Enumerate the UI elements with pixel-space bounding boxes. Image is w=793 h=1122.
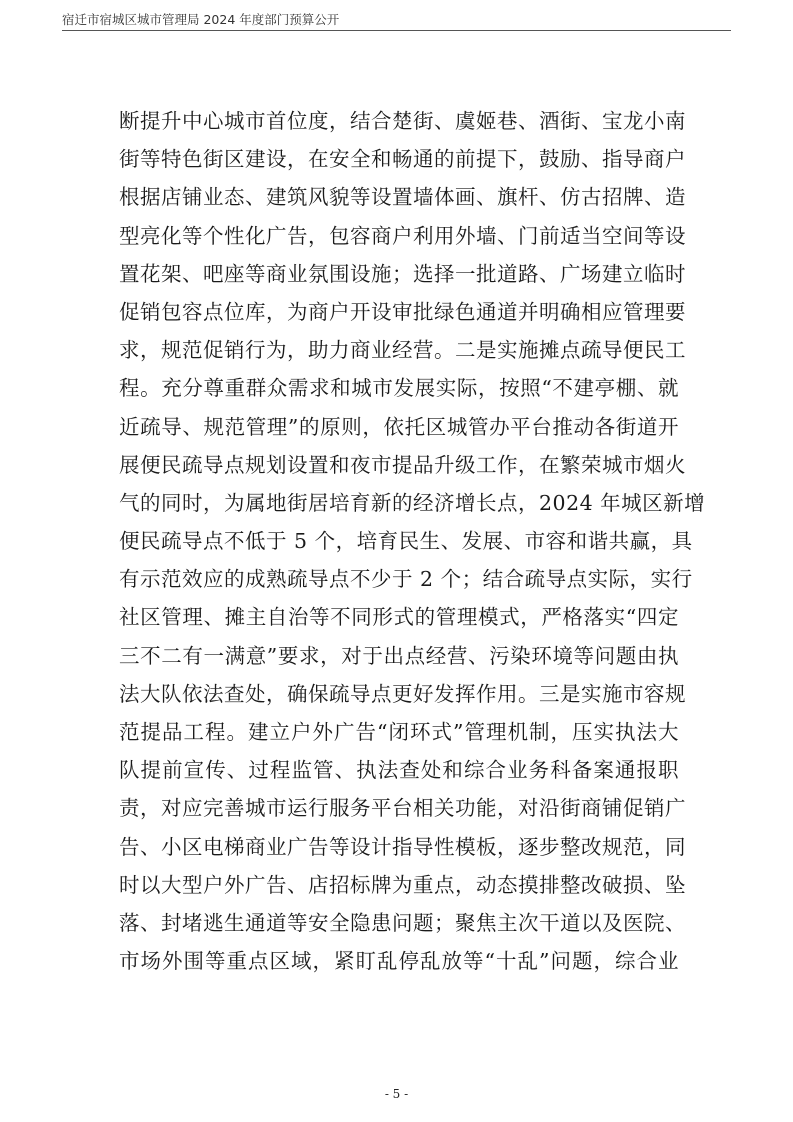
body-line: 气的同时，为属地街居培育新的经济增长点，2024 年城区新增 — [119, 490, 706, 515]
body-line: 求，规范促销行为，助力商业经营。二是实施摊点疏导便民工 — [119, 338, 686, 363]
body-line: 社区管理、摊主自治等不同形式的管理模式，严格落实“四定 — [119, 605, 679, 630]
body-line: 型亮化等个性化广告，包容商户利用外墙、门前适当空间等设 — [119, 223, 686, 248]
body-line: 断提升中心城市首位度，结合楚街、虞姬巷、酒街、宝龙小南 — [119, 109, 686, 133]
body-line: 告、小区电梯商业广告等设计指导性模板，逐步整改规范，同 — [119, 834, 686, 859]
body-line: 展便民疏导点规划设置和夜市提品升级工作，在繁荣城市烟火 — [119, 452, 686, 477]
body-line: 程。充分尊重群众需求和城市发展实际，按照“不建亭棚、就 — [119, 376, 679, 401]
body-line: 街等特色街区建设，在安全和畅通的前提下，鼓励、指导商户 — [119, 147, 686, 172]
page-number: - 5 - — [384, 1087, 409, 1101]
page-header — [62, 8, 731, 31]
body-line: 根据店铺业态、建筑风貌等设置墙体画、旗杆、仿古招牌、造 — [119, 185, 686, 210]
body-line: 便民疏导点不低于 5 个，培育民生、发展、市容和谐共赢，具 — [119, 529, 693, 554]
body-line: 队提前宣传、过程监管、执法查处和综合业务科备案通报职 — [119, 758, 679, 783]
body-line: 责，对应完善城市运行服务平台相关功能，对沿街商铺促销广 — [119, 796, 686, 821]
header-title: 宿迁市宿城区城市管理局 2024 年度部门预算公开 — [62, 12, 340, 27]
body-line: 有示范效应的成熟疏导点不少于 2 个；结合疏导点实际，实行 — [119, 567, 693, 592]
body-text — [119, 102, 706, 980]
body-line: 市场外围等重点区域，紧盯乱停乱放等“十乱”问题，综合业 — [119, 949, 679, 974]
body-line: 近疏导、规范管理”的原则，依托区城管办平台推动各街道开 — [119, 414, 679, 439]
body-line: 三不二有一满意”要求，对于出点经营、污染环境等问题由执 — [119, 643, 679, 668]
body-line: 落、封堵逃生通道等安全隐患问题；聚焦主次干道以及医院、 — [119, 910, 686, 935]
body-line: 时以大型户外广告、店招标牌为重点，动态摸排整改破损、坠 — [119, 872, 686, 897]
body-line: 范提品工程。建立户外广告“闭环式”管理机制，压实执法大 — [119, 720, 679, 744]
body-line: 法大队依法查处，确保疏导点更好发挥作用。三是实施市容规 — [119, 681, 686, 706]
body-line: 促销包容点位库，为商户开设审批绿色通道并明确相应管理要 — [119, 299, 686, 324]
body-line: 置花架、吧座等商业氛围设施；选择一批道路、广场建立临时 — [119, 261, 686, 286]
